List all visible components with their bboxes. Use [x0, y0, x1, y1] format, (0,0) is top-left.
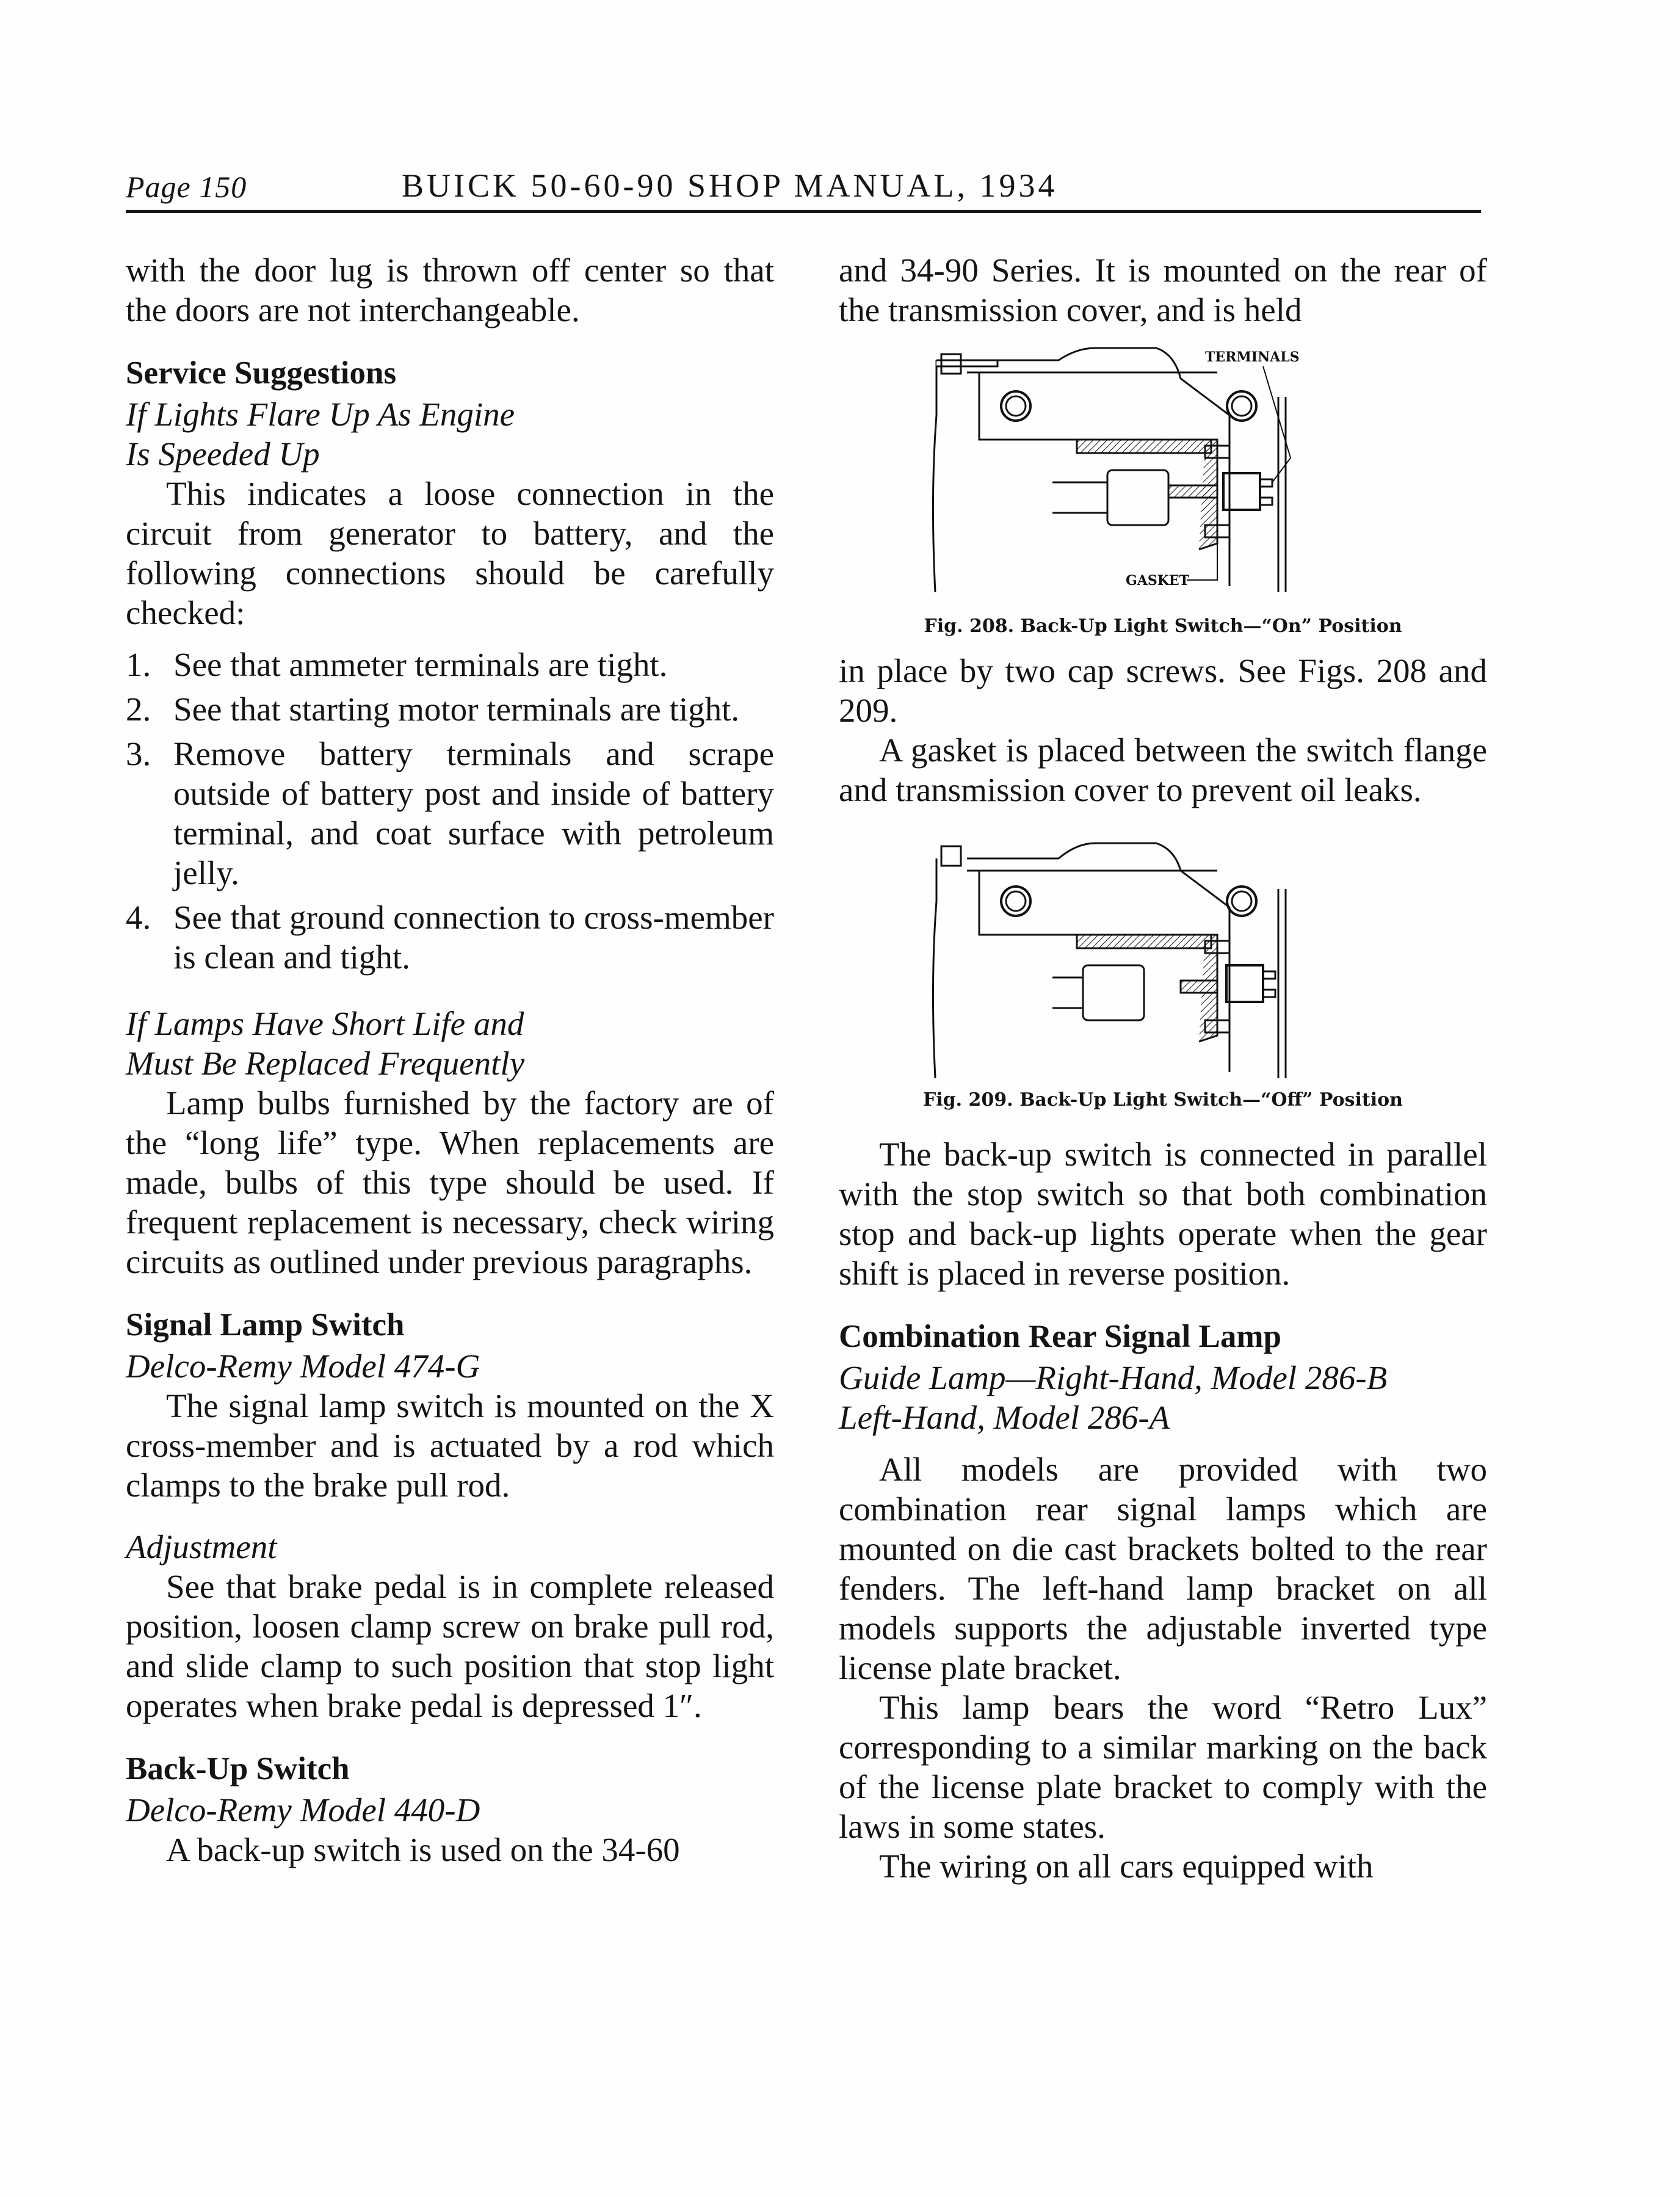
paragraph-signal-switch: The signal lamp switch is mounted on the X cross-member and is actuated by a rod which clamps to the brake pull rod. [126, 1387, 774, 1504]
subheading-short-life-2: Must Be Replaced Frequently [126, 1045, 525, 1082]
model-286b: Guide Lamp—Right-Hand, Model 286-B [839, 1359, 1388, 1396]
checklist [126, 645, 774, 977]
paragraph-back-up-start: A back-up switch is used on the 34-60 [166, 1831, 680, 1868]
model-474g: Delco-Remy Model 474-G [126, 1347, 480, 1385]
switch-off-diagram [839, 828, 1487, 1084]
switch-on-diagram [839, 342, 1487, 611]
model-286a: Left-Hand, Model 286-A [839, 1399, 1170, 1436]
caption-fig-209: Fig. 209. Back-Up Light Switch—“Off” Position [923, 1089, 1403, 1111]
checklist-item: 1. See that ammeter terminals are tight. [126, 646, 668, 683]
heading-signal-lamp-switch: Signal Lamp Switch [126, 1307, 405, 1343]
subheading-short-life-1: If Lamps Have Short Life and [126, 1005, 524, 1042]
subheading-lights-flare-2: Is Speeded Up [126, 435, 320, 473]
paragraph-parallel: The back-up switch is connected in parallel with the stop switch so that both combination stop and back-up lights operate when the gear shift is placed in reverse position. [839, 1136, 1487, 1292]
heading-back-up-switch: Back-Up Switch [126, 1751, 350, 1786]
checklist-item: 3. Remove battery terminals and scrape outside of battery post and inside of battery terminal, and coat surface with petroleum jelly. [126, 735, 774, 891]
model-440d: Delco-Remy Model 440-D [126, 1791, 480, 1829]
page-header [126, 162, 1481, 211]
paragraph-loose-connection: This indicates a loose connection in the circuit from generator to battery, and the following connections should be carefully checked: [126, 475, 774, 631]
header-rule [126, 210, 1481, 213]
paragraph-adjustment: See that brake pedal is in complete released position, loosen clamp screw on brake pull rod, and slide clamp to such position that stop light operates when brake pedal is depressed 1″. [126, 1568, 774, 1724]
paragraph-continued: and 34-90 Series. It is mounted on the rear of the transmission cover, and is held [839, 252, 1487, 328]
paragraph-wiring-start: The wiring on all cars equipped with [879, 1848, 1374, 1885]
running-title: BUICK 50-60-90 SHOP MANUAL, 1934 [402, 167, 1058, 204]
paragraph-gasket: A gasket is placed between the switch flange and transmission cover to prevent oil leaks. [839, 731, 1487, 808]
figure-208 [839, 342, 1487, 639]
paragraph-all-models: All models are provided with two combination rear signal lamps which are mounted on die cast brackets bolted to the rear fenders. The left-hand lamp bracket on all models supports the adjustable inverted type license plate bracket. [839, 1451, 1487, 1686]
subheading-adjustment: Adjustment [126, 1528, 277, 1565]
intro-paragraph: with the door lug is thrown off center so that the doors are not interchangeable. [126, 252, 774, 328]
caption-fig-208: Fig. 208. Back-Up Light Switch—“On” Position [924, 615, 1402, 637]
left-column [126, 250, 774, 1870]
paragraph-retro-lux: This lamp bears the word “Retro Lux” corresponding to a similar marking on the back of the license plate bracket to comply with the laws in some states. [839, 1689, 1487, 1845]
subheading-lights-flare-1: If Lights Flare Up As Engine [126, 396, 515, 433]
heading-combination-lamp: Combination Rear Signal Lamp [839, 1319, 1281, 1354]
checklist-item: 2. See that starting motor terminals are tight. [126, 691, 740, 728]
paragraph-cap-screws: in place by two cap screws. See Figs. 208 and 209. [839, 652, 1487, 729]
right-column [839, 250, 1487, 1886]
figure-209 [839, 828, 1487, 1112]
page-number: Page 150 [126, 170, 247, 204]
checklist-item: 4. See that ground connection to cross-member is clean and tight. [126, 899, 774, 976]
label-terminals: TERMINALS [1205, 349, 1300, 365]
paragraph-lamp-bulbs: Lamp bulbs furnished by the factory are of the “long life” type. When replacements are made, bulbs of this type should be used. If frequent replacement is necessary, check wiring circuits as outlined under previous paragraphs. [126, 1084, 774, 1280]
label-gasket: GASKET [1126, 573, 1190, 589]
heading-service-suggestions: Service Suggestions [126, 355, 397, 391]
